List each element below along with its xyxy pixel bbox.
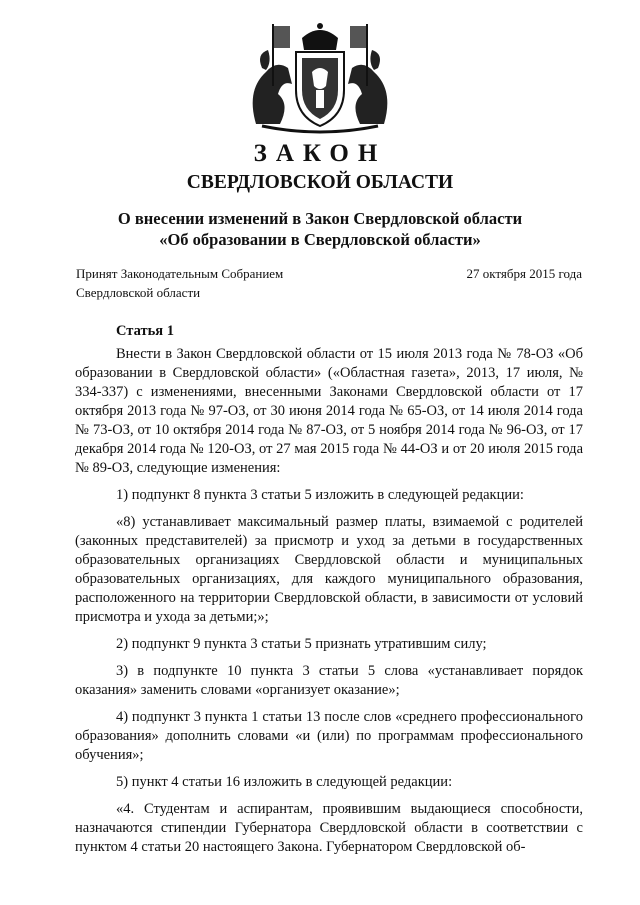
paragraph: 1) подпункт 8 пункта 3 статьи 5 изложить в следующей редакции:: [116, 487, 524, 503]
adopted-by-line-1: Принят Законодательным Собранием: [76, 266, 284, 281]
paragraph: 5) пункт 4 статьи 16 изложить в следующей редакции:: [116, 774, 453, 790]
paragraph: 3) в подпункте 10 пункта 3 статьи 5 слова «устанавливает порядок оказания» заменить словами «организует оказание»;: [75, 663, 583, 698]
adoption-date: 27 октября 2015 года: [466, 266, 582, 281]
paragraph: Внести в Закон Свердловской области от 15 июля 2013 года № 78-ОЗ «Об образовании в Свердловской области» («Областная газета», 2013, 17 июля, № 334-337) с изменениями, внесенными Законами Свердловской области от 17 октября 2013 года № 97-ОЗ, от 30 июня 2014 года № 65-ОЗ, от 14 июля 2014 года № 73-ОЗ, от 10 октября 2014 года № 87-ОЗ, от 5 ноября 2014 года № 96-ОЗ, от 17 декабря 2014 года № 120-ОЗ, от 27 мая 2015 года № 44-ОЗ и от 20 июля 2015 года № 89-ОЗ, следующие изменения:: [75, 346, 583, 476]
adopted-by-line-2: Свердловской области: [76, 285, 201, 300]
paragraph: 4) подпункт 3 пункта 1 статьи 13 после слов «среднего профессионального образования» дополнить словами «и (или) по программам профессионального обучения»;: [75, 709, 583, 763]
law-name-line-2: «Об образовании в Свердловской области»: [159, 230, 481, 249]
paragraph: «8) устанавливает максимальный размер платы, взимаемой с родителей (законных представителей) за присмотр и уход за детьми в государственных образовательных организациях Свердловской области и муниципальных образовательных организациях, для каждого муниципального образования, расположенного на территории Свердловской области, в зависимости от условий присмотра и ухода за детьми;»;: [75, 514, 583, 625]
paragraph: «4. Студентам и аспирантам, проявившим выдающиеся способности, назначаются стипендии Губернатора Свердловской области в соответствии с пунктом 4 статьи 20 настоящего Закона. Губернатором Свердловской об-: [75, 801, 583, 855]
law-name-line-1: О внесении изменений в Закон Свердловской области: [117, 209, 523, 228]
article-body: [75, 345, 583, 865]
article-heading: Статья 1: [116, 323, 174, 339]
paragraph: 2) подпункт 9 пункта 3 статьи 5 признать утратившим силу;: [116, 636, 487, 652]
law-name: [0, 208, 640, 250]
coat-of-arms-icon: [232, 20, 408, 136]
document-subtitle: СВЕРДЛОВСКОЙ ОБЛАСТИ: [186, 172, 454, 193]
adopted-by: [76, 264, 283, 302]
document-title: ЗАКОН: [253, 140, 387, 167]
